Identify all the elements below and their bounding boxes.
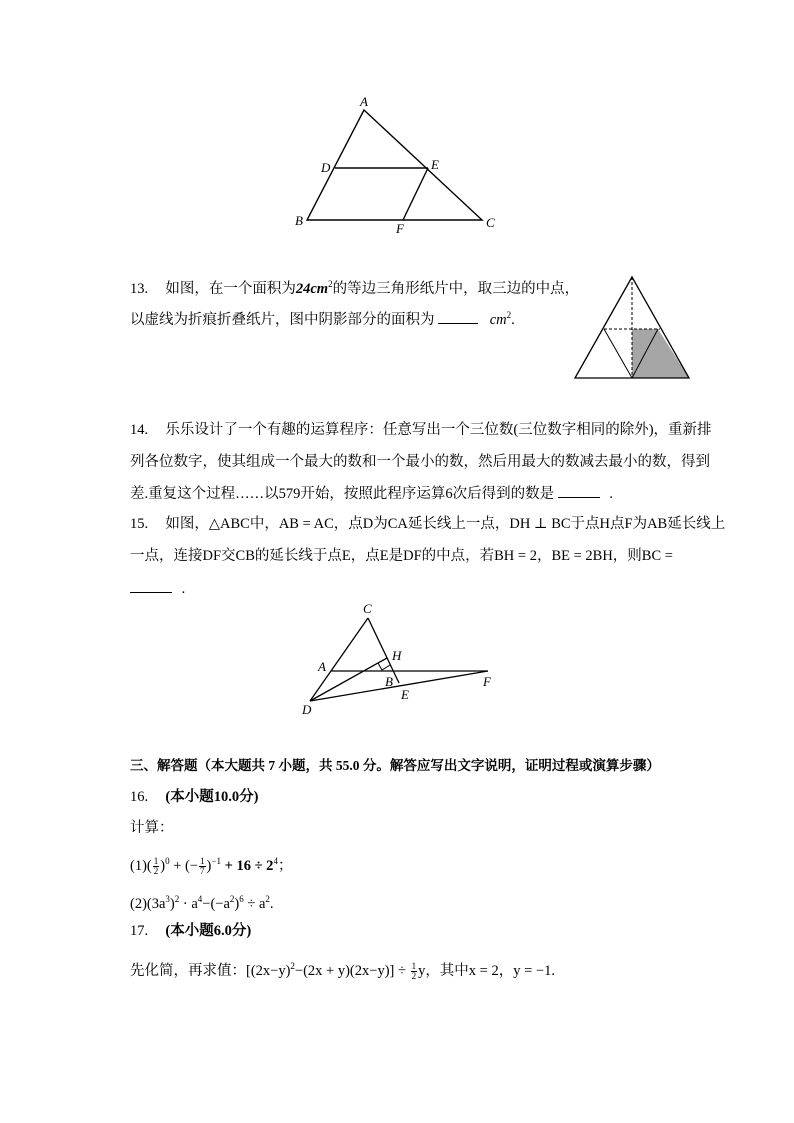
points: (本小题6.0分)	[165, 923, 252, 939]
question-number: 16.	[130, 789, 149, 805]
label-b: B	[295, 213, 303, 228]
fraction: $\frac{1}{2}$	[153, 856, 159, 876]
answer-blank	[558, 483, 600, 498]
question-number: 17.	[130, 923, 149, 939]
figure-triangle-abcdef	[285, 88, 515, 238]
points: (本小题10.0分)	[165, 789, 259, 805]
label-e: E	[431, 157, 439, 172]
fraction: $\frac{1}{2}$	[411, 961, 417, 981]
question-15-line-1: 15. 如图，△ABC中，AB = AC，点D为CA延长线上一点，DH ⊥ BC于点H点F为AB延长线上	[130, 516, 726, 532]
question-16-header	[130, 787, 258, 807]
question-15-line-3: .	[130, 578, 185, 599]
label-h: H	[392, 648, 402, 663]
label-c: C	[363, 601, 372, 616]
question-14-line-3: 差.重复这个过程……以579开始，按照此程序运算6次后得到的数是 .	[130, 483, 613, 504]
answer-blank	[438, 309, 478, 324]
question-14-line-1: 14. 乐乐设计了一个有趣的运算程序：任意写出一个三位数(三位数字相同的除外)，重新排	[130, 422, 712, 438]
figure-triangle-dhfe	[295, 598, 510, 720]
question-13-line-2: 以虚线为折痕折叠纸片，图中阴影部分的面积为 $cm^2$.	[130, 310, 515, 328]
section-title: 三、解答题（本大题共 7 小题，共 55.0 分。解答应写出文字说明，证明过程或演算步骤）	[130, 758, 660, 773]
question-16-part-1: (1)( $\frac{1}{2}$ )$^0$ + (− $\frac{1}{7}$ )$^{-1} + 16 \div 2^4$；	[130, 856, 293, 876]
fold-line-left	[604, 329, 632, 378]
question-15-line-2: 一点，连接DF交CB的延长线于点E，点E是DF的中点，若BH = 2，BE = 2BH，则BC =	[130, 548, 673, 564]
segment-ef	[403, 168, 428, 220]
question-17-header	[130, 921, 251, 941]
right-angle-mark	[378, 663, 390, 670]
label-e: E	[401, 687, 409, 702]
fraction: $\frac{1}{7}$	[200, 856, 205, 876]
label-d: D	[321, 160, 331, 175]
shaded-region	[632, 329, 689, 378]
figure-folded-triangle	[570, 272, 695, 384]
question-number: 13.	[130, 280, 149, 297]
label-f: F	[483, 674, 491, 689]
label-a: A	[360, 94, 368, 109]
label-d: D	[302, 702, 312, 717]
question-17-body: 先化简，再求值：$[(2x-y)^2-(2x + y)(2x-y)]$ ÷ $\frac{1}{2}$ y，其中x = 2，y = −1.	[130, 961, 555, 981]
label-f: F	[396, 221, 404, 236]
question-13-line-1: 13. 如图，在一个面积为$24cm^2$的等边三角形纸片中，取三边的中点，	[130, 279, 580, 297]
question-number: 14.	[130, 422, 149, 438]
label-a: A	[318, 659, 326, 674]
triangle-abc	[307, 110, 482, 220]
question-number: 15.	[130, 516, 149, 532]
question-14-line-2: 列各位数字，使其组成一个最大的数和一个最小的数，然后用最大的数减去最小的数，得到	[130, 454, 710, 470]
label-c: C	[486, 215, 495, 230]
question-16-instruction: 计算：	[130, 820, 174, 836]
label-b: B	[385, 674, 393, 689]
answer-blank	[130, 578, 172, 593]
question-16-part-2: $(2)(3a^3)^2 \cdot a^4-(-a^2)^6 \div a^2$.	[130, 894, 274, 912]
